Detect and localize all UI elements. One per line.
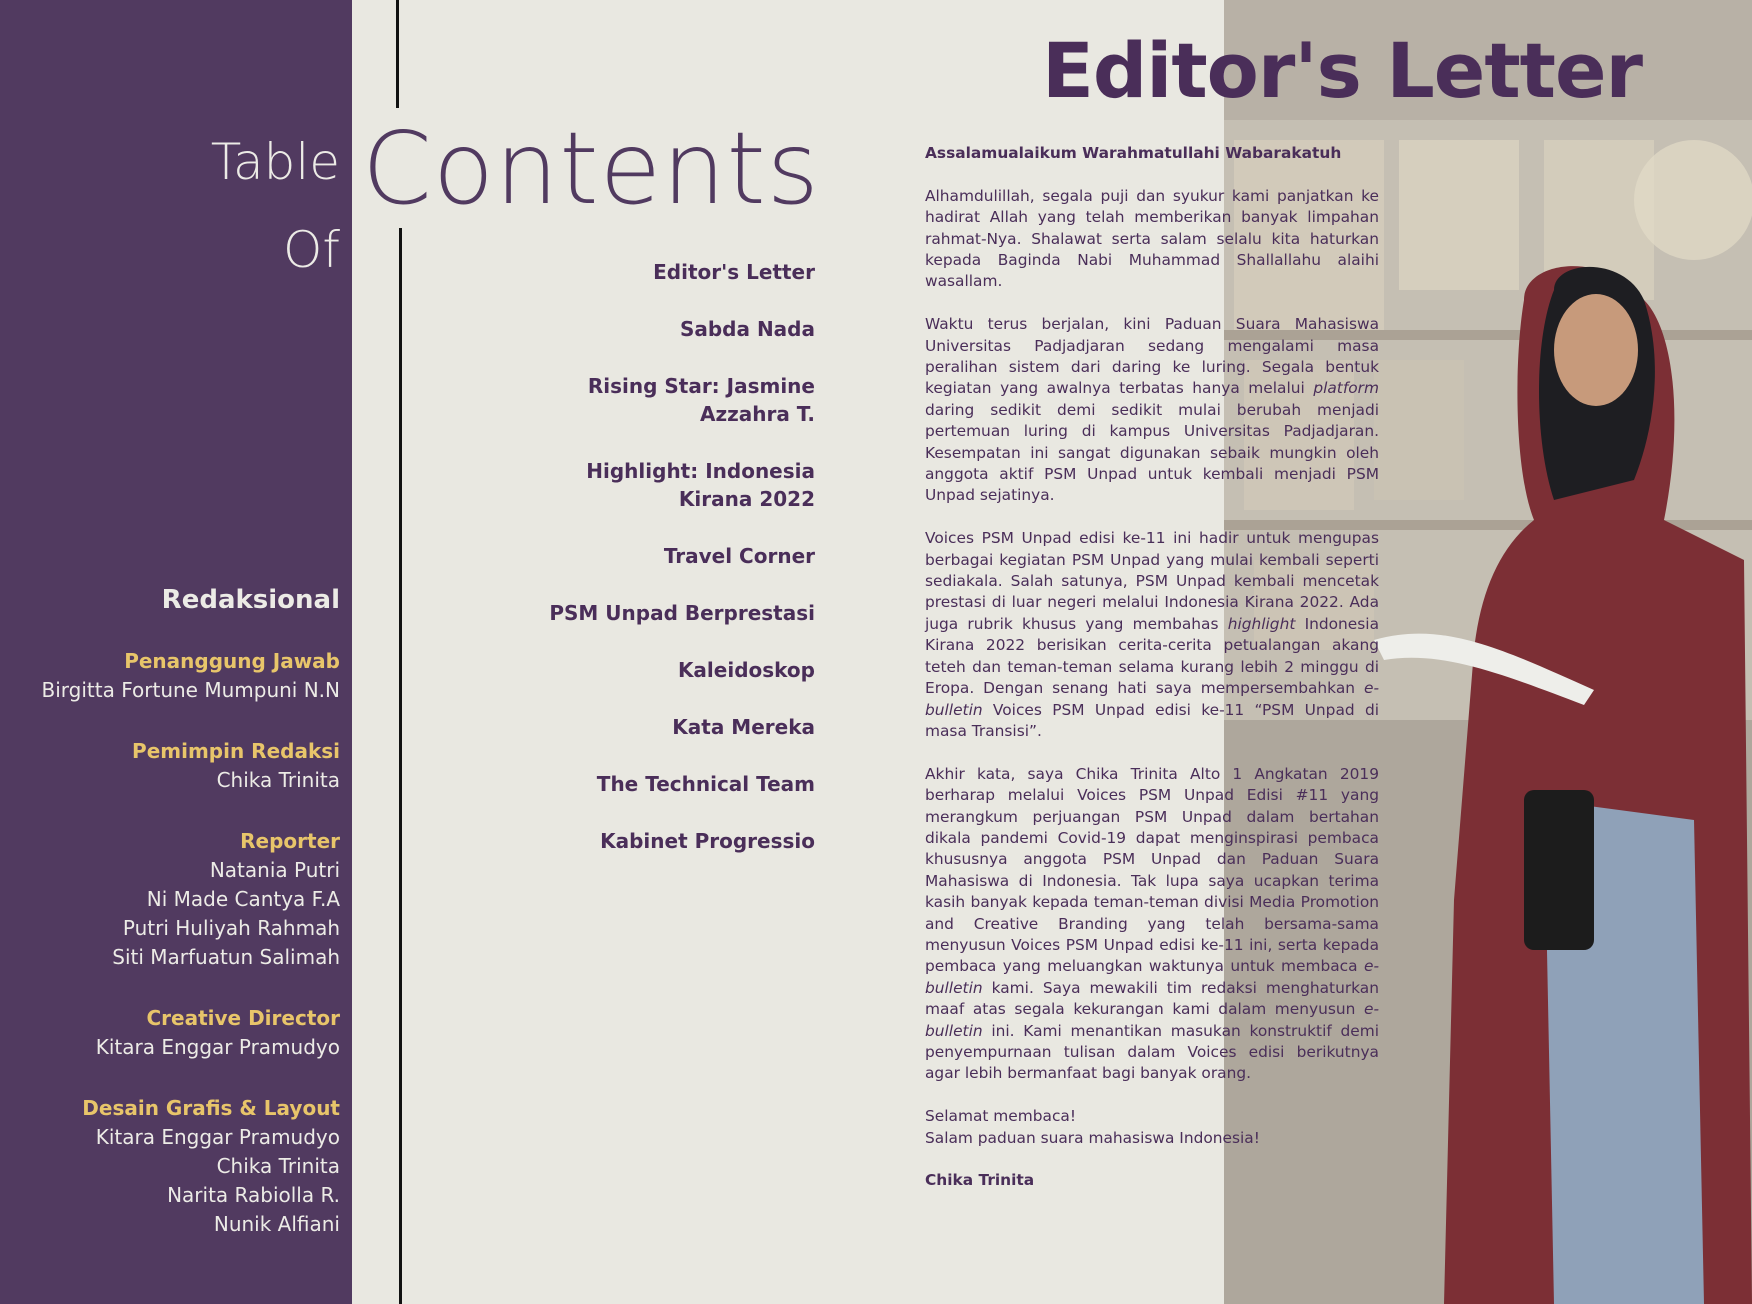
letter-greeting: Assalamualaikum Warahmatullahi Wabarakatuh: [925, 144, 1342, 162]
person-name: Kitara Enggar Pramudyo: [95, 1035, 340, 1059]
toc-item[interactable]: [480, 599, 815, 627]
editor-letter-title: Editor's Letter: [1041, 26, 1642, 115]
person-name: Putri Huliyah Rahmah: [122, 916, 340, 940]
toc-heading-table: Table: [210, 133, 340, 191]
toc-item-label: Travel Corner: [663, 544, 815, 568]
person-name: Ni Made Cantya F.A: [146, 887, 340, 911]
letter-paragraph: Alhamdulillah, segala puji dan syukur kami panjatkan ke hadirat Allah yang telah memberikan banyak limpahan rahmat-Nya. Shalawat serta salam selalu kita haturkan kepada Baginda Nabi Muhammad Shallallahu alaihi wasallam.: [925, 186, 1379, 291]
redaksional-title: Redaksional: [161, 585, 340, 615]
toc-item-label-line2: Kirana 2022: [678, 487, 815, 511]
toc-item[interactable]: [480, 457, 815, 513]
letter-paragraph: Voices PSM Unpad edisi ke-11 ini hadir untuk mengupas berbagai kegiatan PSM Unpad yang mulai kembali seperti sediakala. Salah satunya, PSM Unpad kembali mencetak prestasi di luar negeri melalui Indonesia Kirana 2022. Ada juga rubrik khusus yang membahas highlight Indonesia Kirana 2022 berisikan cerita-cerita petualangan akang teteh dan teman-teman selama kurang lebih 2 minggu di Eropa. Dengan senang hati saya mempersembahkan e-bulletin Voices PSM Unpad edisi ke-11 “PSM Unpad di masa Transisi”.: [925, 529, 1379, 740]
editor-letter-body: [925, 143, 1379, 1213]
toc-item-label-line2: Azzahra T.: [699, 402, 815, 426]
toc-heading-of: Of: [283, 221, 340, 279]
toc-item[interactable]: [480, 542, 815, 570]
person-name: Siti Marfuatun Salimah: [112, 945, 340, 969]
role-block: [0, 1094, 340, 1239]
toc-item-label: Kabinet Progressio: [600, 829, 815, 853]
toc-item[interactable]: [480, 827, 815, 855]
person-name: Chika Trinita: [216, 768, 340, 792]
role-label: Pemimpin Redaksi: [132, 739, 340, 763]
letter-paragraph: Akhir kata, saya Chika Trinita Alto 1 Angkatan 2019 berharap melalui Voices PSM Unpad Edisi #11 yang merangkum perjuangan PSM Unpad dalam bertahan dikala pandemi Covid-19 dapat menginspirasi pembaca khususnya anggota PSM Unpad dan Paduan Suara Mahasiswa di Indonesia. Tak lupa saya ucapkan terima kasih banyak kepada teman-teman divisi Media Promotion and Creative Branding yang telah bersama-sama menyusun Voices PSM Unpad edisi ke-11 ini, serta kepada pembaca yang meluangkan waktunya untuk membaca e-bulletin kami. Saya mewakili tim redaksi menghaturkan maaf atas segala kekurangan kami dalam menyusun e-bulletin ini. Kami menantikan masukan konstruktif demi penyempurnaan tulisan dalam Voices edisi berikutnya agar lebih bermanfaat bagi banyak orang.: [925, 764, 1379, 1083]
person-name: Chika Trinita: [216, 1154, 340, 1178]
toc-list: [480, 258, 815, 884]
person-name: Birgitta Fortune Mumpuni N.N: [41, 678, 340, 702]
toc-heading-contents: Contents: [362, 110, 820, 227]
letter-closing: Selamat membaca! Salam paduan suara mahasiswa Indonesia!: [925, 1107, 1260, 1147]
toc-item[interactable]: [480, 713, 815, 741]
role-block: [0, 1004, 340, 1062]
toc-item-label: Kaleidoskop: [677, 658, 815, 682]
role-block: [0, 737, 340, 795]
role-label: Penanggung Jawab: [124, 649, 340, 673]
role-block: [0, 827, 340, 972]
toc-item[interactable]: [480, 656, 815, 684]
role-label: Reporter: [240, 829, 340, 853]
role-block: [0, 647, 340, 705]
toc-item[interactable]: [480, 258, 815, 286]
person-name: Nunik Alfiani: [213, 1212, 340, 1236]
toc-item-label: Highlight: Indonesia: [586, 459, 815, 483]
redaksional-section: [0, 585, 340, 1271]
toc-item[interactable]: [480, 770, 815, 798]
left-sidebar-panel: [0, 0, 352, 1304]
person-name: Natania Putri: [209, 858, 340, 882]
person-name: Narita Rabiolla R.: [167, 1183, 340, 1207]
toc-item-label: Kata Mereka: [672, 715, 815, 739]
toc-item-label: Editor's Letter: [653, 260, 815, 284]
toc-heading-left: [211, 118, 340, 294]
toc-item[interactable]: [480, 372, 815, 428]
toc-item[interactable]: [480, 315, 815, 343]
role-label: Creative Director: [146, 1006, 340, 1030]
toc-item-label: PSM Unpad Berprestasi: [549, 601, 815, 625]
letter-paragraph: Waktu terus berjalan, kini Paduan Suara Mahasiswa Universitas Padjadjaran sedang mengalami masa peralihan sistem dari daring ke luring. Segala bentuk kegiatan yang awalnya terbatas hanya melalui platform daring sedikit demi sedikit mulai berubah menjadi pertemuan luring di kampus Universitas Padjadjaran. Kesempatan ini sangat digunakan sebaik mungkin oleh anggota aktif PSM Unpad untuk kembali menjadi PSM Unpad sejatinya.: [925, 315, 1379, 505]
divider-line-bottom: [399, 228, 402, 1304]
divider-line-top: [396, 0, 399, 108]
role-label: Desain Grafis & Layout: [82, 1096, 340, 1120]
toc-item-label: Sabda Nada: [679, 317, 815, 341]
person-name: Kitara Enggar Pramudyo: [95, 1125, 340, 1149]
toc-item-label: The Technical Team: [596, 772, 815, 796]
letter-signature: Chika Trinita: [925, 1171, 1035, 1190]
toc-item-label: Rising Star: Jasmine: [587, 374, 815, 398]
